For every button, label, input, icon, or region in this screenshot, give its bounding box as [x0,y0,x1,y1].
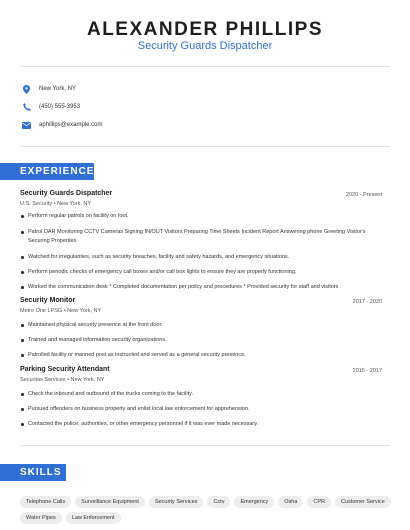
divider [20,66,390,67]
email-text: aphillips@example.com [39,122,103,128]
job-bullet: Contacted the police, authorities, or other emergency personnel if it was ever made necessary. [20,420,370,429]
job-location: New York, NY [70,377,105,383]
skill-tag: CPR [307,496,331,508]
job-bullet: Worked the communication desk * Completed documentation per policy and procedures * Provided security for staff and visitors [20,283,370,292]
job-title: Parking Security Attendant [20,366,110,373]
skill-tag: Water Pipes [20,512,62,524]
skill-tag: Security Services [149,496,204,508]
job-title: Security Monitor [20,297,76,304]
job-bullet: Check the inbound and outbound of the trucks coming to the facility. [20,390,370,399]
job-bullet: Perform periodic checks of emergency call boxes and/or call box lights to ensure they are properly functioning. [20,268,370,277]
resume-title: Security Guards Dispatcher [137,40,273,52]
email-icon [22,121,31,130]
job-dates: 2017 - 2020 [352,299,382,305]
job-bullet: Patrol DAR Monitoring CCTV Cameras Signing IN/OUT Visitors Preparing Time Sheets Incident Report Answering phone Greeting Visitor's Securing Properties [20,228,370,245]
job-bullet: Perform regular patrols on facility on foot. [20,212,370,221]
job-bullet: Trained and managed information security organizations. [20,336,370,345]
divider [20,445,390,446]
job-bullet: Maintained physical security presence at the front door. [20,321,370,330]
resume-name: ALEXANDER PHILLIPS [86,19,324,40]
job-bullet: Watched for irregularities, such as security breaches, facility and safety hazards, and emergency situations. [20,253,370,262]
job-company: U.S. Security [20,201,53,207]
contact-email [22,118,102,132]
job-company: Metro One LPSG [20,308,63,314]
skills-list [20,496,392,524]
job-title: Security Guards Dispatcher [20,190,113,197]
skill-tag: Osha [278,496,303,508]
job-company: Securitas Services [20,377,66,383]
location-text: New York, NY [39,86,77,92]
skill-tag: Customer Service [335,496,391,508]
job-dates: 2015 - 2017 [352,368,382,374]
skill-tag: Telephone Calls [20,496,71,508]
job-bullet: Pursued offenders on business property and enlist local law enforcement for apprehension. [20,405,370,414]
job-location: New York, NY [67,308,102,314]
location-pin-icon [22,85,31,94]
job-company-line: Metro One LPSG • New York, NY [20,308,102,314]
job-dates: 2020 - Present [345,192,382,198]
section-header-skills: SKILLS [0,464,66,481]
divider [20,146,390,147]
job-bullet: Patrolled facility or manned post as instructed and served as a general security presence. [20,351,370,360]
skill-tag: Cctv [207,496,230,508]
skill-tag: Emergency [234,496,274,508]
contact-location [22,82,76,96]
phone-text: (450) 555-3953 [39,104,81,110]
job-company-line: U.S. Security • New York, NY [20,201,92,207]
job-company-line: Securitas Services • New York, NY [20,377,105,383]
job-location: New York, NY [57,201,92,207]
skill-tag: Surveillance Equipment [75,496,145,508]
skill-tag: Law Enforcement [66,512,121,524]
section-header-experience: EXPERIENCE [0,163,94,180]
phone-icon [22,103,31,112]
contact-phone [22,100,80,114]
